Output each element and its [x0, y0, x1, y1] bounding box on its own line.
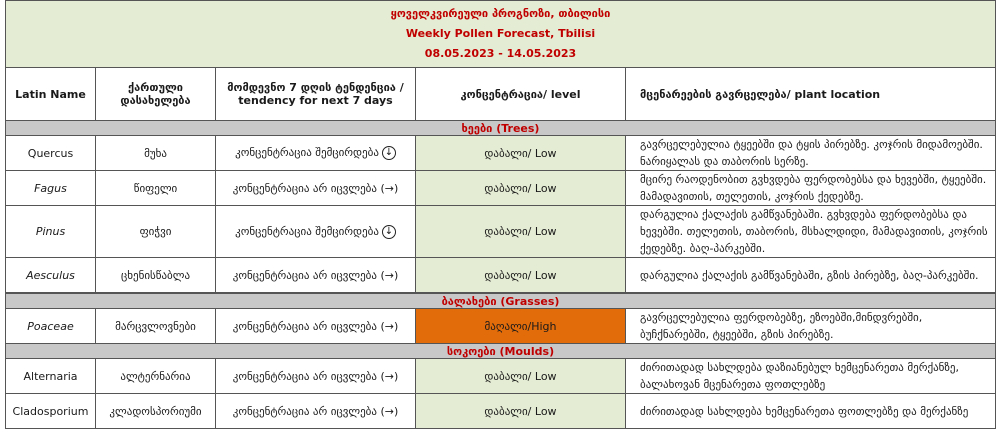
forecast-table-trees	[5, 0, 996, 293]
level-cell: დაბალი/ Low	[416, 136, 626, 171]
level-cell: დაბალი/ Low	[416, 394, 626, 429]
forecast-table-grasses-moulds	[5, 293, 996, 429]
header-georgian-name: ქართული დასახელება	[96, 68, 216, 121]
section-moulds-label: სოკოები (Moulds)	[6, 344, 996, 359]
arrow-right-icon: →	[384, 404, 394, 418]
location-cell: ძირითადად სახლდება ხემცენარეთა ფოთლებზე და მერქანზე	[626, 394, 996, 429]
section-grasses	[6, 294, 996, 309]
section-trees-label: ხეები (Trees)	[6, 121, 996, 136]
latin-name: Cladosporium	[6, 394, 96, 429]
tendency-text: კონცენტრაცია არ იცვლება	[232, 181, 377, 195]
section-trees	[6, 121, 996, 136]
location-cell: მცირე რაოდენობით გვხვდება ფერდობებსა და ხევებში, ტყეებში. მამადავითის, თელეთის, კოჯრის ქედებზე.	[626, 171, 996, 206]
title-english: Weekly Pollen Forecast, Tbilisi	[405, 27, 596, 40]
arrow-right-icon: →	[384, 181, 394, 195]
tendency-cell: კონცენტრაცია არ იცვლება (→)	[216, 394, 416, 429]
location-cell: დარგულია ქალაქის გამწვანებაში, გზის პირებზე, ბაღ-პარკებში.	[626, 258, 996, 293]
table-row	[6, 136, 996, 171]
tendency-cell: კონცენტრაცია არ იცვლება (→)	[216, 309, 416, 344]
header-latin: Latin Name	[6, 68, 96, 121]
tendency-text: კონცენტრაცია არ იცვლება	[232, 319, 377, 333]
latin-name: Aesculus	[6, 258, 96, 293]
latin-name: Poaceae	[6, 309, 96, 344]
tendency-text: კონცენტრაცია არ იცვლება	[232, 268, 377, 282]
location-cell: გავრცელებულია ტყეებში და ტყის პირებზე. კოჯრის მიდამოებში. ნარიყალას და თაბორის სერზე.	[626, 136, 996, 171]
header-row	[6, 68, 996, 121]
georgian-name: კლადოსპორიუმი	[96, 394, 216, 429]
section-moulds	[6, 344, 996, 359]
table-row	[6, 258, 996, 293]
location-cell: დარგულია ქალაქის გამწვანებაში. გვხვდება ფერდობებსა და ხევებში. თელეთის, თაბორის, მსხალდიდი, მამადავითის, კოჯრის ქედებზე. ბაღ-პარკებში.	[626, 206, 996, 258]
header-location: მცენარეების გავრცელება/ plant location	[626, 68, 996, 121]
level-cell: დაბალი/ Low	[416, 206, 626, 258]
table-row	[6, 359, 996, 394]
level-cell: დაბალი/ Low	[416, 171, 626, 206]
table-row	[6, 394, 996, 429]
title-georgian: ყოველკვირეული პროგნოზი, თბილისი	[390, 7, 611, 20]
tendency-cell: კონცენტრაცია არ იცვლება (→)	[216, 258, 416, 293]
tendency-cell: კონცენტრაცია არ იცვლება (→)	[216, 359, 416, 394]
georgian-name: წიფელი	[96, 171, 216, 206]
tendency-text: კონცენტრაცია არ იცვლება	[232, 369, 377, 383]
latin-name: Fagus	[6, 171, 96, 206]
arrow-right-icon: →	[384, 319, 394, 333]
arrow-down-icon: ↓	[382, 146, 396, 160]
table-row	[6, 206, 996, 258]
tendency-cell	[216, 206, 416, 258]
latin-name: Pinus	[6, 206, 96, 258]
tendency-text: კონცენტრაცია შემცირდება	[235, 146, 379, 159]
latin-name: Quercus	[6, 136, 96, 171]
arrow-right-icon: →	[384, 369, 394, 383]
title-block	[6, 1, 996, 68]
georgian-name: ალტერნარია	[96, 359, 216, 394]
header-tendency: მომდევნო 7 დღის ტენდენცია / tendency for next 7 days	[216, 68, 416, 121]
section-grasses-label: ბალახები (Grasses)	[6, 294, 996, 309]
level-cell-high: მაღალი/High	[416, 309, 626, 344]
tendency-text: კონცენტრაცია შემცირდება	[235, 224, 379, 238]
georgian-name: ცხენისწაბლა	[96, 258, 216, 293]
tendency-cell: კონცენტრაცია არ იცვლება (→)	[216, 171, 416, 206]
georgian-name: მუხა	[96, 136, 216, 171]
tendency-text: კონცენტრაცია არ იცვლება	[232, 404, 377, 418]
tendency-cell	[216, 136, 416, 171]
latin-name: Alternaria	[6, 359, 96, 394]
level-cell: დაბალი/ Low	[416, 359, 626, 394]
georgian-name: მარცვლოვნები	[96, 309, 216, 344]
title-dates: 08.05.2023 - 14.05.2023	[424, 47, 577, 60]
location-cell: გავრცელებულია ფერდობებზე, ეზოებში,მინდვრებში, ბუჩქნარებში, ტყეებში, გზის პირებზე.	[626, 309, 996, 344]
table-row	[6, 309, 996, 344]
location-cell: ძირითადად სახლდება დაზიანებულ ხემცენარეთა მერქანზე, ბალახოვან მცენარეთა ფოთლებზე	[626, 359, 996, 394]
arrow-down-icon: ↓	[382, 225, 396, 239]
header-level: კონცენტრაცია/ level	[416, 68, 626, 121]
georgian-name: ფიჭვი	[96, 206, 216, 258]
level-cell: დაბალი/ Low	[416, 258, 626, 293]
arrow-right-icon: →	[384, 268, 394, 282]
table-row	[6, 171, 996, 206]
